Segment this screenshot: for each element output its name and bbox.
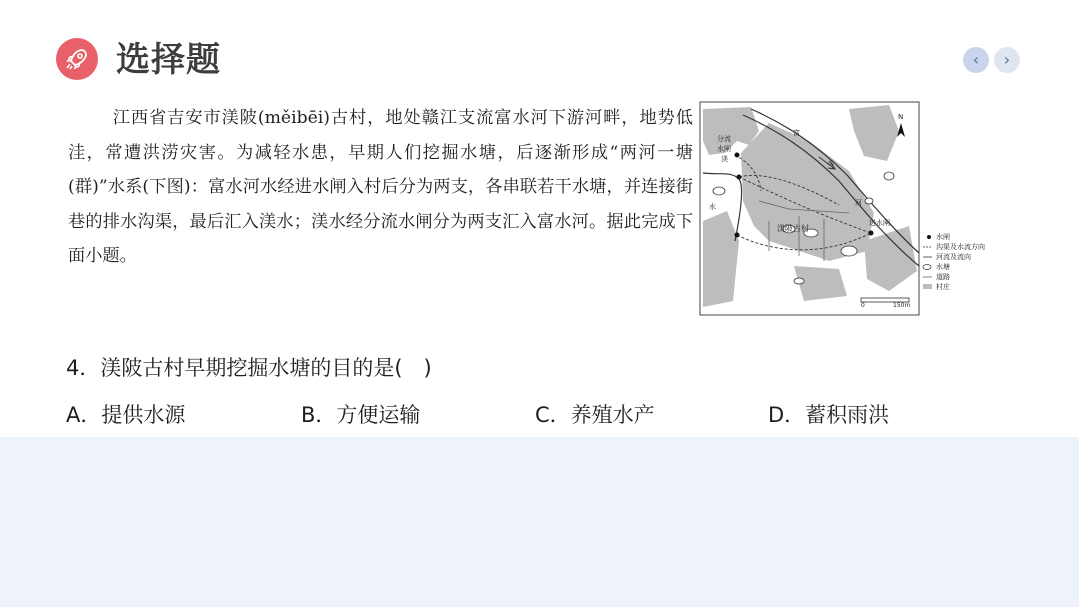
scale-end: 150m [893, 302, 911, 309]
pond [865, 198, 873, 204]
legend-item: 水闸 [936, 233, 950, 241]
prev-button[interactable] [963, 47, 989, 73]
map-label-fenliu: 分流 [717, 135, 731, 143]
passage-text: 江西省吉安市渼陂(měibēi)古村，地处赣江支流富水河下游河畔，地势低洼，常遭洪涝灾害。为减轻水患，早期人们挖掘水塘，后逐渐形成“两河一塘(群)”水系(下图)：富水河水经进水闸入村后分为两支，各串联若干水塘，并连接街巷的排水沟渠，最后汇入渼水；渼水经分流水闸分为两支汇入富水河。据此完成下面小题。 [68, 108, 693, 267]
next-button[interactable] [994, 47, 1020, 73]
legend-item: 道路 [936, 273, 950, 281]
legend-pond-symbol [923, 265, 931, 270]
option-c[interactable]: C．养殖水产 [535, 403, 655, 427]
legend-item: 河流及流向 [936, 253, 971, 261]
pond [841, 246, 857, 256]
map-label-mei-river: 水 [709, 203, 716, 211]
chevron-right-icon: › [1003, 50, 1011, 69]
legend-item: 村庄 [936, 283, 950, 291]
village-water-map [699, 101, 936, 316]
sluice-jinshui [869, 231, 874, 236]
question-stem: 4．渼陂古村早期挖掘水塘的目的是( ) [66, 356, 432, 380]
sluice [735, 233, 740, 238]
option-d[interactable]: D．蓄积雨洪 [768, 403, 890, 427]
rocket-icon [56, 38, 98, 80]
bottom-panel [0, 437, 1079, 607]
north-label: N [898, 113, 904, 121]
rocket-icon-svg [64, 46, 90, 72]
page-title: 选择题 [116, 40, 221, 80]
chevron-left-icon: ‹ [972, 50, 980, 69]
pond [884, 172, 894, 180]
legend-item: 沟渠及水流方向 [936, 243, 985, 251]
map-label-he: 河 [855, 199, 862, 207]
sluice-fenliu [735, 153, 740, 158]
map-label-jinshui: 进水闸 [869, 219, 890, 227]
map-label-fu: 富 [793, 129, 800, 137]
pond [794, 278, 804, 284]
map-label-shuizha: 水闸 [717, 145, 731, 153]
legend-sluice-symbol [927, 235, 931, 239]
legend-item: 水塘 [936, 263, 950, 271]
option-a[interactable]: A．提供水源 [66, 403, 186, 427]
option-b[interactable]: B．方便运输 [301, 403, 421, 427]
scale-zero: 0 [861, 302, 865, 309]
map-label-mei: 渼 [721, 155, 728, 163]
legend-village-symbol [923, 284, 932, 289]
pond [713, 187, 725, 195]
map-legend [936, 232, 1006, 292]
map-label-village: 渼陂古村 [777, 224, 809, 233]
map-label-shui: 水 [827, 159, 834, 167]
sluice [737, 175, 742, 180]
